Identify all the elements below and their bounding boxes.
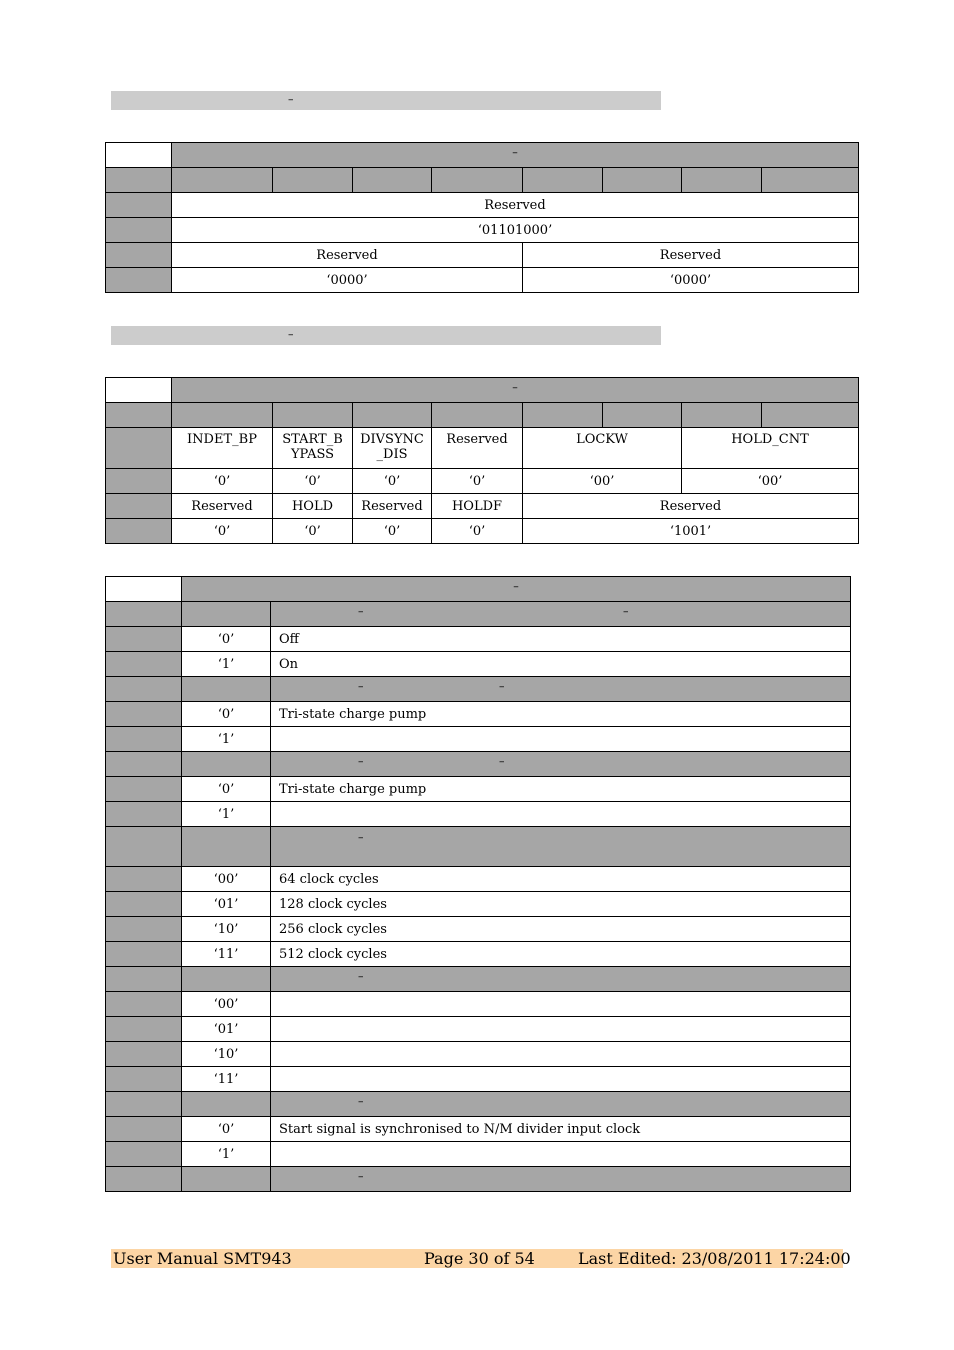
field-name-cell: DIVSYNC _DIS — [353, 428, 432, 469]
field-value-cell: ‘0’ — [353, 469, 432, 494]
row-label-cell — [106, 677, 182, 702]
bit-value-cell: ‘0’ — [182, 702, 271, 727]
bit-value-cell: ‘10’ — [182, 917, 271, 942]
row-label-cell — [106, 1117, 182, 1142]
header-corner-cell — [106, 378, 172, 403]
row-label-cell — [106, 268, 172, 293]
table-cell: Reserved — [523, 243, 859, 268]
field-name-cell: START_B YPASS — [273, 428, 353, 469]
bit-description-cell: Tri-state charge pump — [271, 702, 851, 727]
table-cell: Reserved — [172, 193, 859, 218]
row-label-cell — [106, 917, 182, 942]
bit-value-cell: ‘10’ — [182, 1042, 271, 1067]
field-value-cell: ‘0’ — [432, 469, 523, 494]
field-heading-dash: – — [623, 605, 629, 618]
bit-description-cell: Tri-state charge pump — [271, 777, 851, 802]
bit-value-cell: ‘11’ — [182, 1067, 271, 1092]
bit-value-cell: ‘01’ — [182, 892, 271, 917]
row-label-cell — [106, 193, 172, 218]
bit-description-cell — [271, 1142, 851, 1167]
bit-value-cell: ‘1’ — [182, 652, 271, 677]
field-heading-cell — [271, 967, 851, 992]
header-corner-cell — [106, 577, 182, 602]
field-heading-cell — [271, 677, 851, 702]
bit-description-cell: 64 clock cycles — [271, 867, 851, 892]
row-label-cell — [106, 777, 182, 802]
field-value-cell: ‘0’ — [432, 519, 523, 544]
field-heading-cell — [271, 1092, 851, 1117]
field-value-cell: ‘0’ — [273, 469, 353, 494]
field-heading-value-cell — [182, 677, 271, 702]
field-heading-dash: – — [358, 831, 364, 844]
field-name-cell: HOLDF — [432, 494, 523, 519]
row-label-cell — [106, 519, 172, 544]
row-label-cell — [106, 469, 172, 494]
field-heading-value-cell — [182, 1092, 271, 1117]
section-heading-dash: – — [288, 328, 294, 341]
bit-value-cell: ‘0’ — [182, 777, 271, 802]
field-heading-dash: – — [358, 755, 364, 768]
bit-description-cell — [271, 1017, 851, 1042]
field-name-cell: Reserved — [353, 494, 432, 519]
table-cell: ‘0000’ — [172, 268, 523, 293]
table-cell: ‘01101000’ — [172, 218, 859, 243]
field-heading-dash: – — [358, 680, 364, 693]
bit-value-cell: ‘00’ — [182, 992, 271, 1017]
field-heading-value-cell — [182, 602, 271, 627]
bit-description-cell — [271, 1067, 851, 1092]
row-label-cell — [106, 218, 172, 243]
row-label-cell — [106, 1092, 182, 1117]
row-label-cell — [106, 1167, 182, 1192]
register-table-2 — [105, 377, 859, 544]
row-label-cell — [106, 752, 182, 777]
field-name-cell: HOLD_CNT — [682, 428, 859, 469]
row-label-cell — [106, 403, 172, 428]
bit-description-cell — [271, 1042, 851, 1067]
table-header-cell: – — [172, 378, 859, 403]
row-label-cell — [106, 1017, 182, 1042]
field-name-cell: HOLD — [273, 494, 353, 519]
bit-value-cell: ‘1’ — [182, 1142, 271, 1167]
field-name-cell: Reserved — [172, 494, 273, 519]
row-label-cell — [106, 727, 182, 752]
row-label-cell — [106, 1067, 182, 1092]
field-heading-cell — [271, 1167, 851, 1192]
field-heading-dash: – — [358, 1170, 364, 1183]
field-value-cell: ‘1001’ — [523, 519, 859, 544]
field-value-cell: ‘00’ — [523, 469, 682, 494]
row-label-cell — [106, 243, 172, 268]
table-cell: Reserved — [172, 243, 523, 268]
row-label-cell — [106, 428, 172, 469]
row-label-cell — [106, 1042, 182, 1067]
row-label-cell — [106, 494, 172, 519]
bit-description-cell: 512 clock cycles — [271, 942, 851, 967]
bit-description-cell: 256 clock cycles — [271, 917, 851, 942]
row-label-cell — [106, 627, 182, 652]
row-label-cell — [106, 802, 182, 827]
row-label-cell — [106, 602, 182, 627]
field-heading-dash: – — [499, 680, 505, 693]
field-name-cell: LOCKW — [523, 428, 682, 469]
bit-description-cell — [271, 992, 851, 1017]
table-header-cell: – — [182, 577, 851, 602]
field-heading-dash: – — [358, 1095, 364, 1108]
bit-value-cell: ‘1’ — [182, 802, 271, 827]
row-label-cell — [106, 702, 182, 727]
field-value-cell: ‘0’ — [273, 519, 353, 544]
field-value-cell: ‘0’ — [172, 519, 273, 544]
field-name-cell: Reserved — [523, 494, 859, 519]
register-table-1 — [105, 142, 859, 293]
bit-value-cell: ‘1’ — [182, 727, 271, 752]
row-label-cell — [106, 867, 182, 892]
section-heading-bar-1 — [111, 91, 661, 110]
header-corner-cell — [106, 143, 172, 168]
table-cell: ‘0000’ — [523, 268, 859, 293]
row-label-cell — [106, 892, 182, 917]
field-heading-cell — [271, 602, 851, 627]
field-heading-value-cell — [182, 752, 271, 777]
page-footer — [111, 1249, 851, 1268]
field-value-cell: ‘0’ — [172, 469, 273, 494]
table-header-cell: – — [172, 143, 859, 168]
row-label-cell — [106, 1142, 182, 1167]
field-heading-cell — [271, 827, 851, 867]
row-label-cell — [106, 652, 182, 677]
bit-description-cell — [271, 802, 851, 827]
field-name-cell: INDET_BP — [172, 428, 273, 469]
field-name-cell: Reserved — [432, 428, 523, 469]
bit-value-cell: ‘0’ — [182, 1117, 271, 1142]
bit-description-table — [105, 576, 851, 1192]
field-value-cell: ‘00’ — [682, 469, 859, 494]
field-heading-dash: – — [358, 970, 364, 983]
bit-value-cell: ‘11’ — [182, 942, 271, 967]
bit-description-cell: Start signal is synchronised to N/M divider input clock — [271, 1117, 851, 1142]
bit-description-cell — [271, 727, 851, 752]
field-heading-dash: – — [358, 605, 364, 618]
section-heading-dash: – — [288, 93, 294, 106]
bit-value-cell: ‘00’ — [182, 867, 271, 892]
field-heading-value-cell — [182, 827, 271, 867]
bit-value-cell: ‘01’ — [182, 1017, 271, 1042]
bit-description-cell: Off — [271, 627, 851, 652]
footer-page-number: Page 30 of 54 — [424, 1249, 535, 1268]
field-heading-value-cell — [182, 1167, 271, 1192]
footer-last-edited: Last Edited: 23/08/2011 17:24:00 — [578, 1249, 851, 1268]
section-heading-bar-2 — [111, 326, 661, 345]
row-label-cell — [106, 942, 182, 967]
field-value-cell: ‘0’ — [353, 519, 432, 544]
row-label-cell — [106, 992, 182, 1017]
bit-value-cell: ‘0’ — [182, 627, 271, 652]
row-label-cell — [106, 168, 172, 193]
footer-document-title: User Manual SMT943 — [113, 1249, 292, 1268]
bit-description-cell: 128 clock cycles — [271, 892, 851, 917]
bit-description-cell: On — [271, 652, 851, 677]
field-heading-cell — [271, 752, 851, 777]
row-label-cell — [106, 827, 182, 867]
field-heading-value-cell — [182, 967, 271, 992]
row-label-cell — [106, 967, 182, 992]
field-heading-dash: – — [499, 755, 505, 768]
